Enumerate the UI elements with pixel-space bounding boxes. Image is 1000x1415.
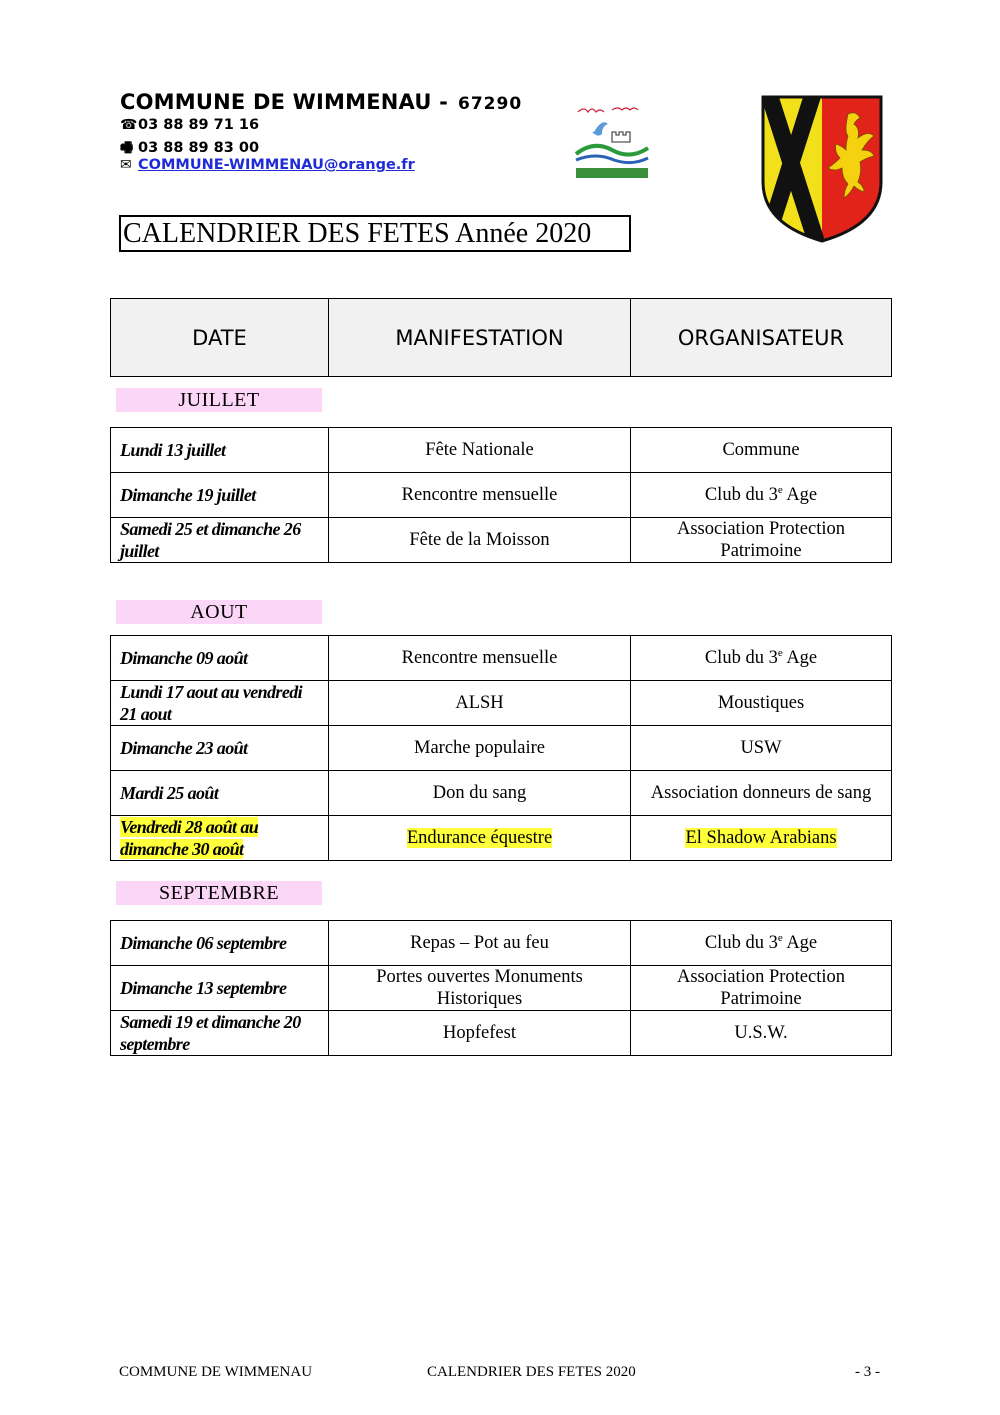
table-row	[111, 681, 892, 726]
event-organizer: Club du 3e Age	[631, 921, 892, 966]
events-table-septembre	[110, 920, 892, 1056]
phone-line	[120, 117, 259, 133]
month-label-juillet: JUILLET	[116, 388, 322, 412]
event-name: Marche populaire	[329, 726, 631, 771]
event-organizer: Association Protection Patrimoine	[631, 518, 892, 563]
event-date: Mardi 25 août	[111, 771, 329, 816]
telephone-icon: ☎	[120, 117, 138, 133]
event-organizer: Association donneurs de sang	[631, 771, 892, 816]
event-date: Lundi 17 aout au vendredi 21 aout	[111, 681, 329, 726]
event-organizer: Club du 3e Age	[631, 636, 892, 681]
footer-title: CALENDRIER DES FETES 2020	[427, 1364, 636, 1380]
pays-petite-pierre-logo	[572, 102, 652, 182]
fax-icon: 🖷	[120, 140, 134, 156]
event-name: ALSH	[329, 681, 631, 726]
event-organizer: Moustiques	[631, 681, 892, 726]
event-name: Rencontre mensuelle	[329, 636, 631, 681]
event-name: Fête de la Moisson	[329, 518, 631, 563]
header-date: DATE	[111, 299, 329, 377]
event-organizer: U.S.W.	[631, 1011, 892, 1056]
event-name: Fête Nationale	[329, 428, 631, 473]
highlighted-date: Vendredi 28 août au dimanche 30 août	[120, 817, 259, 859]
event-date	[111, 816, 329, 861]
event-date: Dimanche 09 août	[111, 636, 329, 681]
event-name: Portes ouvertes Monuments Historiques	[329, 966, 631, 1011]
event-name: Hopfefest	[329, 1011, 631, 1056]
phone-number: 03 88 89 71 16	[138, 117, 260, 133]
table-row	[111, 966, 892, 1011]
event-date: Dimanche 13 septembre	[111, 966, 329, 1011]
header-organisateur: ORGANISATEUR	[631, 299, 892, 377]
event-organizer	[631, 816, 892, 861]
month-label-septembre: SEPTEMBRE	[116, 881, 322, 905]
table-row	[111, 921, 892, 966]
highlighted-event: Endurance équestre	[406, 828, 553, 848]
envelope-icon: ✉	[120, 157, 132, 173]
event-organizer: Club du 3e Age	[631, 473, 892, 518]
event-organizer: Association Protection Patrimoine	[631, 966, 892, 1011]
org-name: COMMUNE DE WIMMENAU - 67290	[120, 90, 523, 114]
event-name: Rencontre mensuelle	[329, 473, 631, 518]
events-table-juillet	[110, 427, 892, 563]
header-row	[111, 299, 892, 377]
event-name: Don du sang	[329, 771, 631, 816]
table-row	[111, 473, 892, 518]
fax-number: 03 88 89 83 00	[138, 140, 260, 156]
event-organizer: USW	[631, 726, 892, 771]
event-date: Samedi 25 et dimanche 26 juillet	[111, 518, 329, 563]
event-date: Lundi 13 juillet	[111, 428, 329, 473]
email-line	[120, 157, 415, 173]
event-name: Repas – Pot au feu	[329, 921, 631, 966]
document-title: CALENDRIER DES FETES Année 2020	[119, 215, 631, 252]
email-link[interactable]: COMMUNE-WIMMENAU@orange.fr	[138, 157, 415, 173]
table-row	[111, 636, 892, 681]
event-name	[329, 816, 631, 861]
coat-of-arms	[760, 94, 884, 244]
footer-page-number: - 3 -	[855, 1364, 880, 1380]
table-row-highlighted	[111, 816, 892, 861]
table-row	[111, 726, 892, 771]
event-date: Dimanche 19 juillet	[111, 473, 329, 518]
event-date: Dimanche 23 août	[111, 726, 329, 771]
column-header-table	[110, 298, 892, 377]
footer-commune: COMMUNE DE WIMMENAU	[119, 1364, 313, 1380]
month-label-aout: AOUT	[116, 600, 322, 624]
table-row	[111, 771, 892, 816]
events-table-aout	[110, 635, 892, 861]
highlighted-organizer: El Shadow Arabians	[685, 828, 837, 848]
table-row	[111, 518, 892, 563]
postcode: 67290	[458, 94, 523, 114]
table-row	[111, 428, 892, 473]
event-organizer: Commune	[631, 428, 892, 473]
event-date: Dimanche 06 septembre	[111, 921, 329, 966]
event-date: Samedi 19 et dimanche 20 septembre	[111, 1011, 329, 1056]
table-row	[111, 1011, 892, 1056]
header-manifestation: MANIFESTATION	[329, 299, 631, 377]
